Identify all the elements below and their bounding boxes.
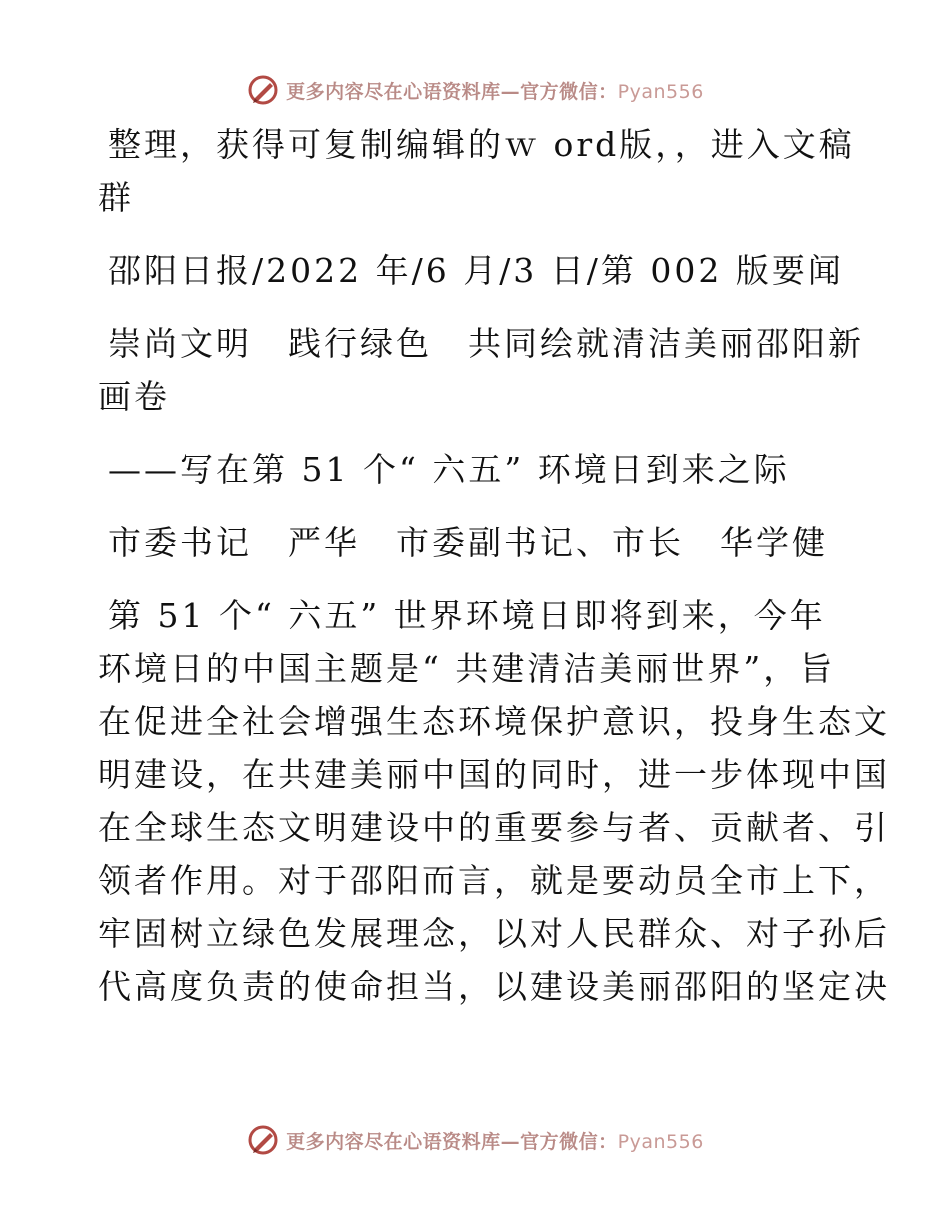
pen-logo-icon — [246, 73, 280, 107]
body-line: 明建设，在共建美丽中国的同时，进一步体现中国 — [98, 755, 890, 794]
article-title: 崇尚文明 践行绿色 共同绘就清洁美丽邵阳新 — [108, 324, 864, 363]
article-subtitle: ——写在第 51 个“ 六五” 环境日到来之际 — [108, 450, 790, 489]
article-title: 画卷 — [98, 377, 170, 416]
body-line: 在促进全社会增强生态环境保护意识，投身生态文 — [98, 702, 890, 741]
body-line: 领者作用。对于邵阳而言，就是要动员全市上下， — [98, 861, 890, 900]
pen-logo-icon — [246, 1123, 280, 1157]
body-line: 代高度负责的使命担当，以建设美丽邵阳的坚定决 — [98, 967, 890, 1006]
watermark-header — [0, 70, 950, 110]
watermark-text: 更多内容尽在心语资料库—官方微信：Pyan556 — [286, 1130, 704, 1153]
intro-line: 群 — [98, 178, 134, 217]
article-authors: 市委书记 严华 市委副书记、市长 华学健 — [108, 523, 828, 562]
body-line: 第 51 个“ 六五” 世界环境日即将到来，今年 — [108, 596, 826, 635]
body-line: 牢固树立绿色发展理念，以对人民群众、对子孙后 — [98, 914, 890, 953]
watermark-text: 更多内容尽在心语资料库—官方微信：Pyan556 — [286, 80, 704, 103]
source-line: 邵阳日报/2022 年/6 月/3 日/第 002 版要闻 — [108, 251, 844, 290]
body-line: 环境日的中国主题是“ 共建清洁美丽世界”，旨 — [98, 649, 836, 688]
intro-line: 整理，获得可复制编辑的ｗ ord版，，进入文稿 — [108, 125, 855, 164]
watermark-footer — [0, 1120, 950, 1160]
document-body — [98, 118, 890, 1013]
body-line: 在全球生态文明建设中的重要参与者、贡献者、引 — [98, 808, 890, 847]
